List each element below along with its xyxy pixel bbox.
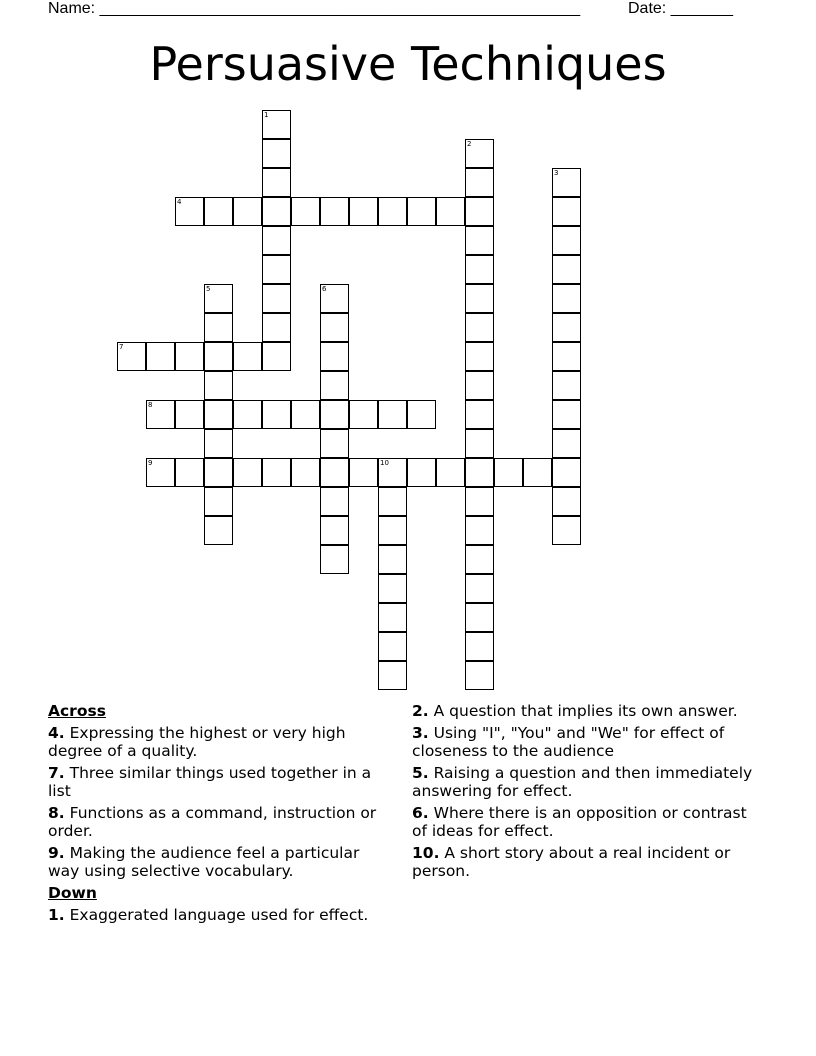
crossword-cell[interactable] — [523, 458, 552, 487]
crossword-cell[interactable] — [204, 458, 233, 487]
crossword-cell[interactable] — [465, 661, 494, 690]
clue-text: Three similar things used together in a list — [48, 764, 372, 800]
crossword-cell[interactable] — [320, 545, 349, 574]
crossword-cell[interactable] — [262, 400, 291, 429]
clue-number: 10. — [412, 844, 440, 862]
crossword-cell[interactable] — [465, 313, 494, 342]
clue-number: 2. — [412, 702, 429, 720]
crossword-cell[interactable] — [320, 429, 349, 458]
crossword-cell[interactable] — [378, 458, 407, 487]
crossword-cell[interactable] — [204, 487, 233, 516]
clue-number: 3. — [412, 724, 429, 742]
clue-number: 1. — [48, 906, 65, 924]
crossword-cell[interactable] — [320, 342, 349, 371]
crossword-cell[interactable] — [204, 429, 233, 458]
crossword-cell[interactable] — [233, 197, 262, 226]
crossword-cell[interactable] — [175, 197, 204, 226]
clue-text: Exaggerated language used for effect. — [69, 906, 369, 924]
clue-number: 7. — [48, 764, 65, 782]
crossword-cell[interactable] — [465, 284, 494, 313]
clue-text: Functions as a command, instruction or order. — [48, 804, 377, 840]
crossword-cell[interactable] — [465, 632, 494, 661]
crossword-cell[interactable] — [378, 400, 407, 429]
crossword-cell[interactable] — [204, 342, 233, 371]
crossword-cell[interactable] — [552, 342, 581, 371]
crossword-cell[interactable] — [465, 429, 494, 458]
crossword-cell[interactable] — [465, 342, 494, 371]
clue-down-2 — [412, 702, 762, 720]
crossword-cell[interactable] — [436, 197, 465, 226]
crossword-cell[interactable] — [378, 603, 407, 632]
crossword-cell[interactable] — [175, 400, 204, 429]
clue-number: 9. — [48, 844, 65, 862]
clue-number: 8. — [48, 804, 65, 822]
crossword-cell[interactable] — [204, 400, 233, 429]
crossword-cell[interactable] — [378, 574, 407, 603]
cell-number: 4 — [177, 198, 182, 206]
cell-number: 1 — [264, 111, 269, 119]
crossword-cell[interactable] — [465, 458, 494, 487]
crossword-cell[interactable] — [204, 516, 233, 545]
crossword-cell[interactable] — [552, 255, 581, 284]
clue-text: Raising a question and then immediately answering for effect. — [412, 764, 753, 800]
crossword-cell[interactable] — [320, 284, 349, 313]
crossword-cell[interactable] — [465, 139, 494, 168]
crossword-cell[interactable] — [320, 516, 349, 545]
crossword-cell[interactable] — [233, 400, 262, 429]
crossword-cell[interactable] — [146, 342, 175, 371]
crossword-cell[interactable] — [407, 197, 436, 226]
clue-number: 5. — [412, 764, 429, 782]
clue-down-10 — [412, 844, 762, 880]
crossword-cell[interactable] — [262, 458, 291, 487]
across-heading: Across — [48, 702, 106, 720]
crossword-cell[interactable] — [465, 603, 494, 632]
name-field-label: Name: ______________________________________________________ — [48, 0, 581, 17]
crossword-cell[interactable] — [320, 371, 349, 400]
crossword-cell[interactable] — [262, 284, 291, 313]
clue-number: 4. — [48, 724, 65, 742]
clue-text: A question that implies its own answer. — [433, 702, 738, 720]
crossword-cell[interactable] — [175, 342, 204, 371]
crossword-cell[interactable] — [262, 197, 291, 226]
clues-right-column — [412, 702, 762, 884]
crossword-cell[interactable] — [262, 313, 291, 342]
clue-down-1 — [48, 906, 390, 924]
cell-number: 8 — [148, 401, 153, 409]
crossword-cell[interactable] — [204, 284, 233, 313]
clue-text: Where there is an opposition or contrast of ideas for effect. — [412, 804, 747, 840]
clue-across-4 — [48, 724, 390, 760]
crossword-cell[interactable] — [465, 487, 494, 516]
crossword-cell[interactable] — [407, 400, 436, 429]
crossword-cell[interactable] — [378, 487, 407, 516]
clue-number: 6. — [412, 804, 429, 822]
crossword-cell[interactable] — [407, 458, 436, 487]
clue-across-9 — [48, 844, 390, 880]
crossword-cell[interactable] — [552, 516, 581, 545]
crossword-cell[interactable] — [146, 458, 175, 487]
crossword-cell[interactable] — [552, 226, 581, 255]
crossword-cell[interactable] — [233, 342, 262, 371]
crossword-cell[interactable] — [378, 545, 407, 574]
clue-text: A short story about a real incident or person. — [412, 844, 731, 880]
crossword-cell[interactable] — [552, 429, 581, 458]
clue-text: Using "I", "You" and "We" for effect of closeness to the audience — [412, 724, 725, 760]
crossword-cell[interactable] — [262, 139, 291, 168]
crossword-cell[interactable] — [320, 487, 349, 516]
crossword-cell[interactable] — [465, 197, 494, 226]
clue-text: Expressing the highest or very high degree of a quality. — [48, 724, 346, 760]
crossword-cell[interactable] — [204, 371, 233, 400]
down-heading: Down — [48, 884, 97, 902]
crossword-cell[interactable] — [378, 632, 407, 661]
crossword-cell[interactable] — [204, 313, 233, 342]
cell-number: 6 — [322, 285, 327, 293]
clue-across-7 — [48, 764, 390, 800]
clue-down-5 — [412, 764, 762, 800]
crossword-cell[interactable] — [204, 197, 233, 226]
crossword-cell[interactable] — [465, 255, 494, 284]
crossword-cell[interactable] — [349, 197, 378, 226]
crossword-cell[interactable] — [320, 313, 349, 342]
crossword-cell[interactable] — [552, 284, 581, 313]
crossword-cell[interactable] — [465, 371, 494, 400]
crossword-cell[interactable] — [465, 226, 494, 255]
crossword-cell[interactable] — [262, 110, 291, 139]
crossword-cell[interactable] — [552, 487, 581, 516]
crossword-cell[interactable] — [378, 197, 407, 226]
crossword-cell[interactable] — [552, 313, 581, 342]
cell-number: 2 — [467, 140, 472, 148]
crossword-cell[interactable] — [320, 197, 349, 226]
crossword-cell[interactable] — [117, 342, 146, 371]
crossword-cell[interactable] — [291, 197, 320, 226]
crossword-cell[interactable] — [262, 255, 291, 284]
crossword-cell[interactable] — [262, 342, 291, 371]
cell-number: 7 — [119, 343, 124, 351]
cell-number: 3 — [554, 169, 559, 177]
crossword-cell[interactable] — [465, 168, 494, 197]
crossword-cell[interactable] — [262, 226, 291, 255]
crossword-cell[interactable] — [378, 516, 407, 545]
crossword-cell[interactable] — [436, 458, 465, 487]
crossword-cell[interactable] — [291, 400, 320, 429]
crossword-cell[interactable] — [465, 545, 494, 574]
crossword-cell[interactable] — [465, 574, 494, 603]
clues-left-column — [48, 702, 390, 928]
clue-text: Making the audience feel a particular way using selective vocabulary. — [48, 844, 360, 880]
crossword-cell[interactable] — [552, 168, 581, 197]
crossword-cell[interactable] — [494, 458, 523, 487]
clue-down-3 — [412, 724, 762, 760]
crossword-cell[interactable] — [552, 458, 581, 487]
cell-number: 10 — [380, 459, 389, 467]
crossword-cell[interactable] — [465, 516, 494, 545]
crossword-cell[interactable] — [349, 400, 378, 429]
crossword-cell[interactable] — [233, 458, 262, 487]
crossword-cell[interactable] — [465, 400, 494, 429]
crossword-cell[interactable] — [552, 197, 581, 226]
cell-number: 5 — [206, 285, 211, 293]
crossword-cell[interactable] — [378, 661, 407, 690]
clue-across-8 — [48, 804, 390, 840]
cell-number: 9 — [148, 459, 153, 467]
crossword-cell[interactable] — [320, 458, 349, 487]
crossword-cell[interactable] — [552, 371, 581, 400]
crossword-cell[interactable] — [320, 400, 349, 429]
crossword-cell[interactable] — [146, 400, 175, 429]
crossword-cell[interactable] — [262, 168, 291, 197]
clue-down-6 — [412, 804, 762, 840]
crossword-cell[interactable] — [552, 400, 581, 429]
date-field-label: Date: _______ — [628, 0, 733, 17]
crossword-cell[interactable] — [175, 458, 204, 487]
crossword-cell[interactable] — [291, 458, 320, 487]
page-title: Persuasive Techniques — [149, 37, 667, 91]
crossword-cell[interactable] — [349, 458, 378, 487]
